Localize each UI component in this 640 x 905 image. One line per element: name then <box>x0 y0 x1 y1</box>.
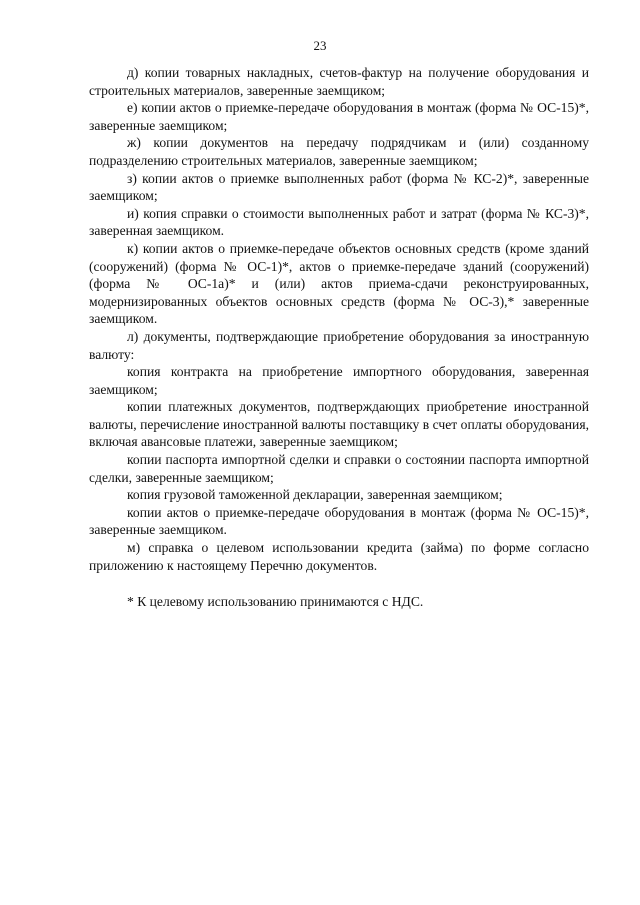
paragraph-z: з) копии актов о приемке выполненных работ (форма № КС-2)*, заверенные заемщиком; <box>89 170 589 204</box>
paragraph-l-acts: копии актов о приемке-передаче оборудования в монтаж (форма № ОС-15)*, заверенные заемщиком. <box>89 504 589 538</box>
paragraph-l-passport: копии паспорта импортной сделки и справки о состоянии паспорта импортной сделки, заверенные заемщиком; <box>89 452 589 485</box>
paragraph-d: д) копии товарных накладных, счетов-фактур на получение оборудования и строительных материалов, заверенные заемщиком; <box>89 65 589 98</box>
page-number: 23 <box>313 38 327 53</box>
paragraph-m: м) справка о целевом использовании кредита (займа) по форме согласно приложению к настоящему Перечню документов. <box>89 540 589 573</box>
paragraph-l-customs: копия грузовой таможенной декларации, заверенная заемщиком; <box>127 487 503 503</box>
document-body <box>89 64 589 611</box>
paragraph-k: к) копии актов о приемке-передаче объектов основных средств (кроме зданий (сооружений) (форма № ОС-1)*, актов о приемке-передаче зданий (сооружений) (форма № ОС-1а)* и (или) актов приема-сдачи реконструированных, модернизированных объектов основных средств (форма № ОС-3),* заверенные заемщиком. <box>89 240 589 327</box>
footnote: * К целевому использованию принимаются с НДС. <box>127 594 424 610</box>
paragraph-zh: ж) копии документов на передачу подрядчикам и (или) созданному подразделению строительных материалов, заверенные заемщиком; <box>89 135 589 168</box>
paragraph-e: е) копии актов о приемке-передаче оборудования в монтаж (форма № ОС-15)*, заверенные заемщиком; <box>89 100 589 133</box>
paragraph-l-contract: копия контракта на приобретение импортного оборудования, заверенная заемщиком; <box>89 364 589 397</box>
paragraph-i: и) копия справки о стоимости выполненных работ и затрат (форма № КС-3)*, заверенная заемщиком. <box>89 205 589 239</box>
paragraph-l: л) документы, подтверждающие приобретение оборудования за иностранную валюту: <box>89 328 589 362</box>
paragraph-l-payments: копии платежных документов, подтверждающих приобретение иностранной валюты, перечисление иностранной валюты поставщику в счет оплаты оборудования, включая авансовые платежи, заверенные заемщиком; <box>89 399 589 450</box>
